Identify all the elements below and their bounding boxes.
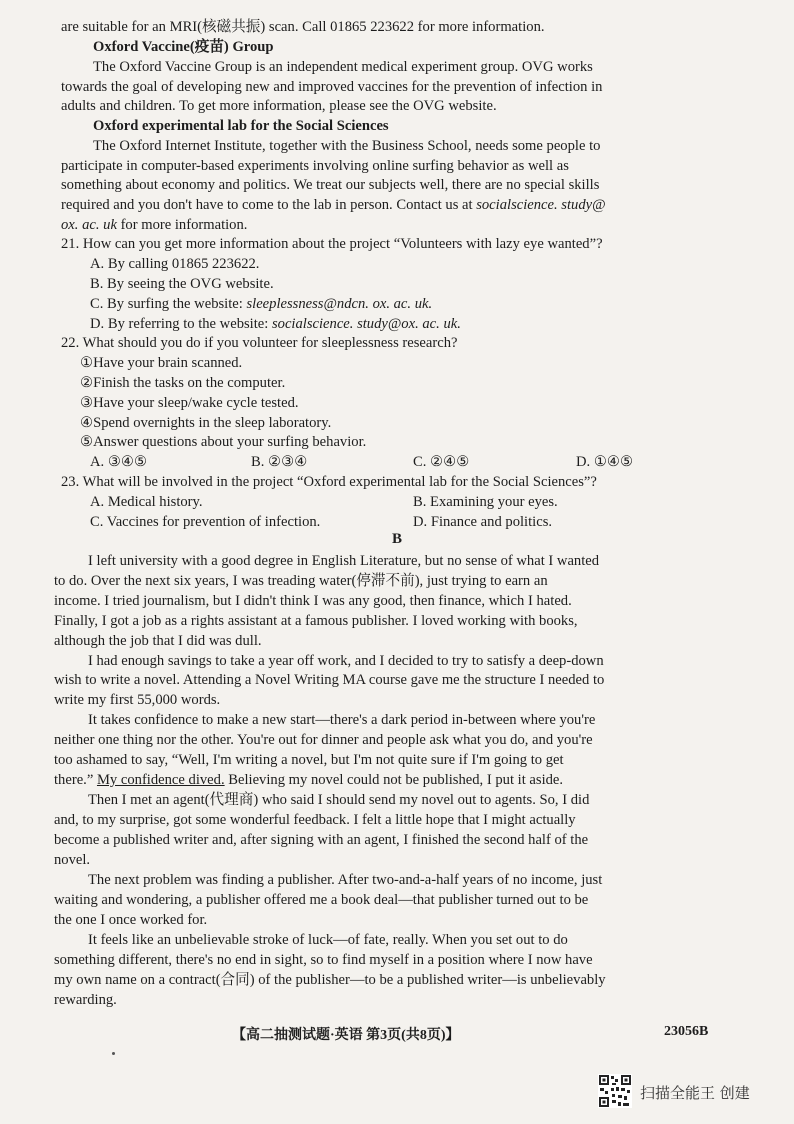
p1-line: I left university with a good degree in English Literature, but no sense of what I wanted <box>88 553 600 569</box>
p4-line: novel. <box>54 852 91 868</box>
q22-item: ②Finish the tasks on the computer. <box>80 375 286 391</box>
lab-line-text: for more information. <box>116 217 248 233</box>
q22-option-d: D. ①④⑤ <box>576 454 634 470</box>
q22-item: ⑤Answer questions about your surfing behavior. <box>80 434 367 450</box>
section-b-title: B <box>391 531 402 547</box>
p5-line: the one I once worked for. <box>54 912 208 928</box>
p4-line: Then I met an agent(代理商) who said I should send my novel out to agents. So, I did <box>88 792 590 808</box>
ovg-line: towards the goal of developing new and improved vaccines for the prevention of infection in <box>61 79 603 95</box>
p3-text: there.” <box>54 772 97 788</box>
q23-option-c: C. Vaccines for prevention of infection. <box>90 514 321 530</box>
scanner-watermark: 扫描全能王 创建 <box>640 1084 750 1102</box>
p3-line <box>54 770 563 790</box>
p3-text: Believing my novel could not be published, I put it aside. <box>224 772 564 788</box>
qr-code-icon <box>598 1074 632 1108</box>
q21-option-d-email: socialscience. study@ox. ac. uk. <box>271 316 461 332</box>
p6-line: my own name on a contract(合同) of the publisher—to be a published writer—is unbelievably <box>54 972 606 988</box>
q23-option-a: A. Medical history. <box>90 494 203 510</box>
lab-line: something about economy and politics. We treat our subjects well, there are no special skills <box>61 177 600 193</box>
q21-option-c <box>90 294 432 314</box>
q21-option-d <box>90 314 461 334</box>
footer-title: 【高二抽测试题·英语 第3页(共8页)】 <box>232 1028 460 1043</box>
lab-heading: Oxford experimental lab for the Social Sciences <box>93 118 389 134</box>
p3-line: It takes confidence to make a new start—there's a dark period in-between where you're <box>88 712 596 728</box>
q21-option-b: B. By seeing the OVG website. <box>90 276 274 292</box>
q23-option-b: B. Examining your eyes. <box>413 494 558 510</box>
lab-email: socialscience. study@ <box>476 197 606 213</box>
p1-line: although the job that I did was dull. <box>54 633 262 649</box>
p5-line: waiting and wondering, a publisher offered me a book deal—that publisher turned out to be <box>54 892 589 908</box>
q22-option-c: C. ②④⑤ <box>413 454 470 470</box>
lab-line: The Oxford Internet Institute, together with the Business School, needs some people to <box>93 138 601 154</box>
q22-item: ④Spend overnights in the sleep laboratory. <box>80 415 332 431</box>
p2-line: wish to write a novel. Attending a Novel Writing MA course gave me the structure I needed to <box>54 672 605 688</box>
q22-item: ③Have your sleep/wake cycle tested. <box>80 395 299 411</box>
lab-email-end: ox. ac. uk <box>61 217 117 233</box>
lab-line <box>61 195 606 215</box>
ovg-line: adults and children. To get more information, please see the OVG website. <box>61 98 497 114</box>
p4-line: and, to my surprise, got some wonderful feedback. I felt a little hope that I might actually <box>54 812 576 828</box>
q22-option-a: A. ③④⑤ <box>90 454 148 470</box>
mri-line: are suitable for an MRI(核磁共振) scan. Call 01865 223622 for more information. <box>61 19 545 35</box>
lab-line <box>61 215 247 235</box>
lab-line: participate in computer-based experiments involving online surfing behavior as well as <box>61 158 569 174</box>
ovg-heading: Oxford Vaccine(疫苗) Group <box>93 39 274 55</box>
q23-option-d: D. Finance and politics. <box>413 514 553 530</box>
q21-option-c-text: C. By surfing the website: <box>90 296 247 312</box>
lab-line-text: required and you don't have to come to the lab in person. Contact us at <box>61 197 477 213</box>
q21-option-c-email: sleeplessness@ndcn. ox. ac. uk. <box>246 296 433 312</box>
scan-speck <box>112 1052 115 1055</box>
q21-stem: 21. How can you get more information about the project “Volunteers with lazy eye wanted”? <box>61 236 603 252</box>
p6-line: rewarding. <box>54 992 117 1008</box>
p3-line: neither one thing nor the other. You're out for dinner and people ask what you do, and you're <box>54 732 593 748</box>
q22-item: ①Have your brain scanned. <box>80 355 243 371</box>
p6-line: something different, there's no end in sight, so to find myself in a position where I now have <box>54 952 593 968</box>
p1-line: income. I tried journalism, but I didn't think I was any good, then finance, which I hated. <box>54 593 572 609</box>
p4-line: become a published writer and, after signing with an agent, I finished the second half of the <box>54 832 589 848</box>
p2-line: I had enough savings to take a year off work, and I decided to try to satisfy a deep-down <box>88 653 604 669</box>
p5-line: The next problem was finding a publisher. After two-and-a-half years of no income, just <box>88 872 603 888</box>
footer-code: 23056B <box>664 1024 709 1039</box>
q21-option-d-text: D. By referring to the website: <box>90 316 272 332</box>
p2-line: write my first 55,000 words. <box>54 692 221 708</box>
q23-stem: 23. What will be involved in the project “Oxford experimental lab for the Social Sciences”? <box>61 474 597 490</box>
q21-option-a: A. By calling 01865 223622. <box>90 256 260 272</box>
ovg-line: The Oxford Vaccine Group is an independent medical experiment group. OVG works <box>93 59 593 75</box>
p1-line: to do. Over the next six years, I was treading water(停滞不前), just trying to earn an <box>54 573 548 589</box>
p6-line: It feels like an unbelievable stroke of luck—of fate, really. When you set out to do <box>88 932 568 948</box>
p1-line: Finally, I got a job as a rights assistant at a famous publisher. I loved working with books, <box>54 613 578 629</box>
underlined-sentence: My confidence dived. <box>96 772 225 788</box>
p3-line: too ashamed to say, “Well, I'm writing a novel, but I'm not quite sure if I'm going to get <box>54 752 564 768</box>
q22-stem: 22. What should you do if you volunteer for sleeplessness research? <box>61 335 458 351</box>
q22-option-b: B. ②③④ <box>251 454 308 470</box>
